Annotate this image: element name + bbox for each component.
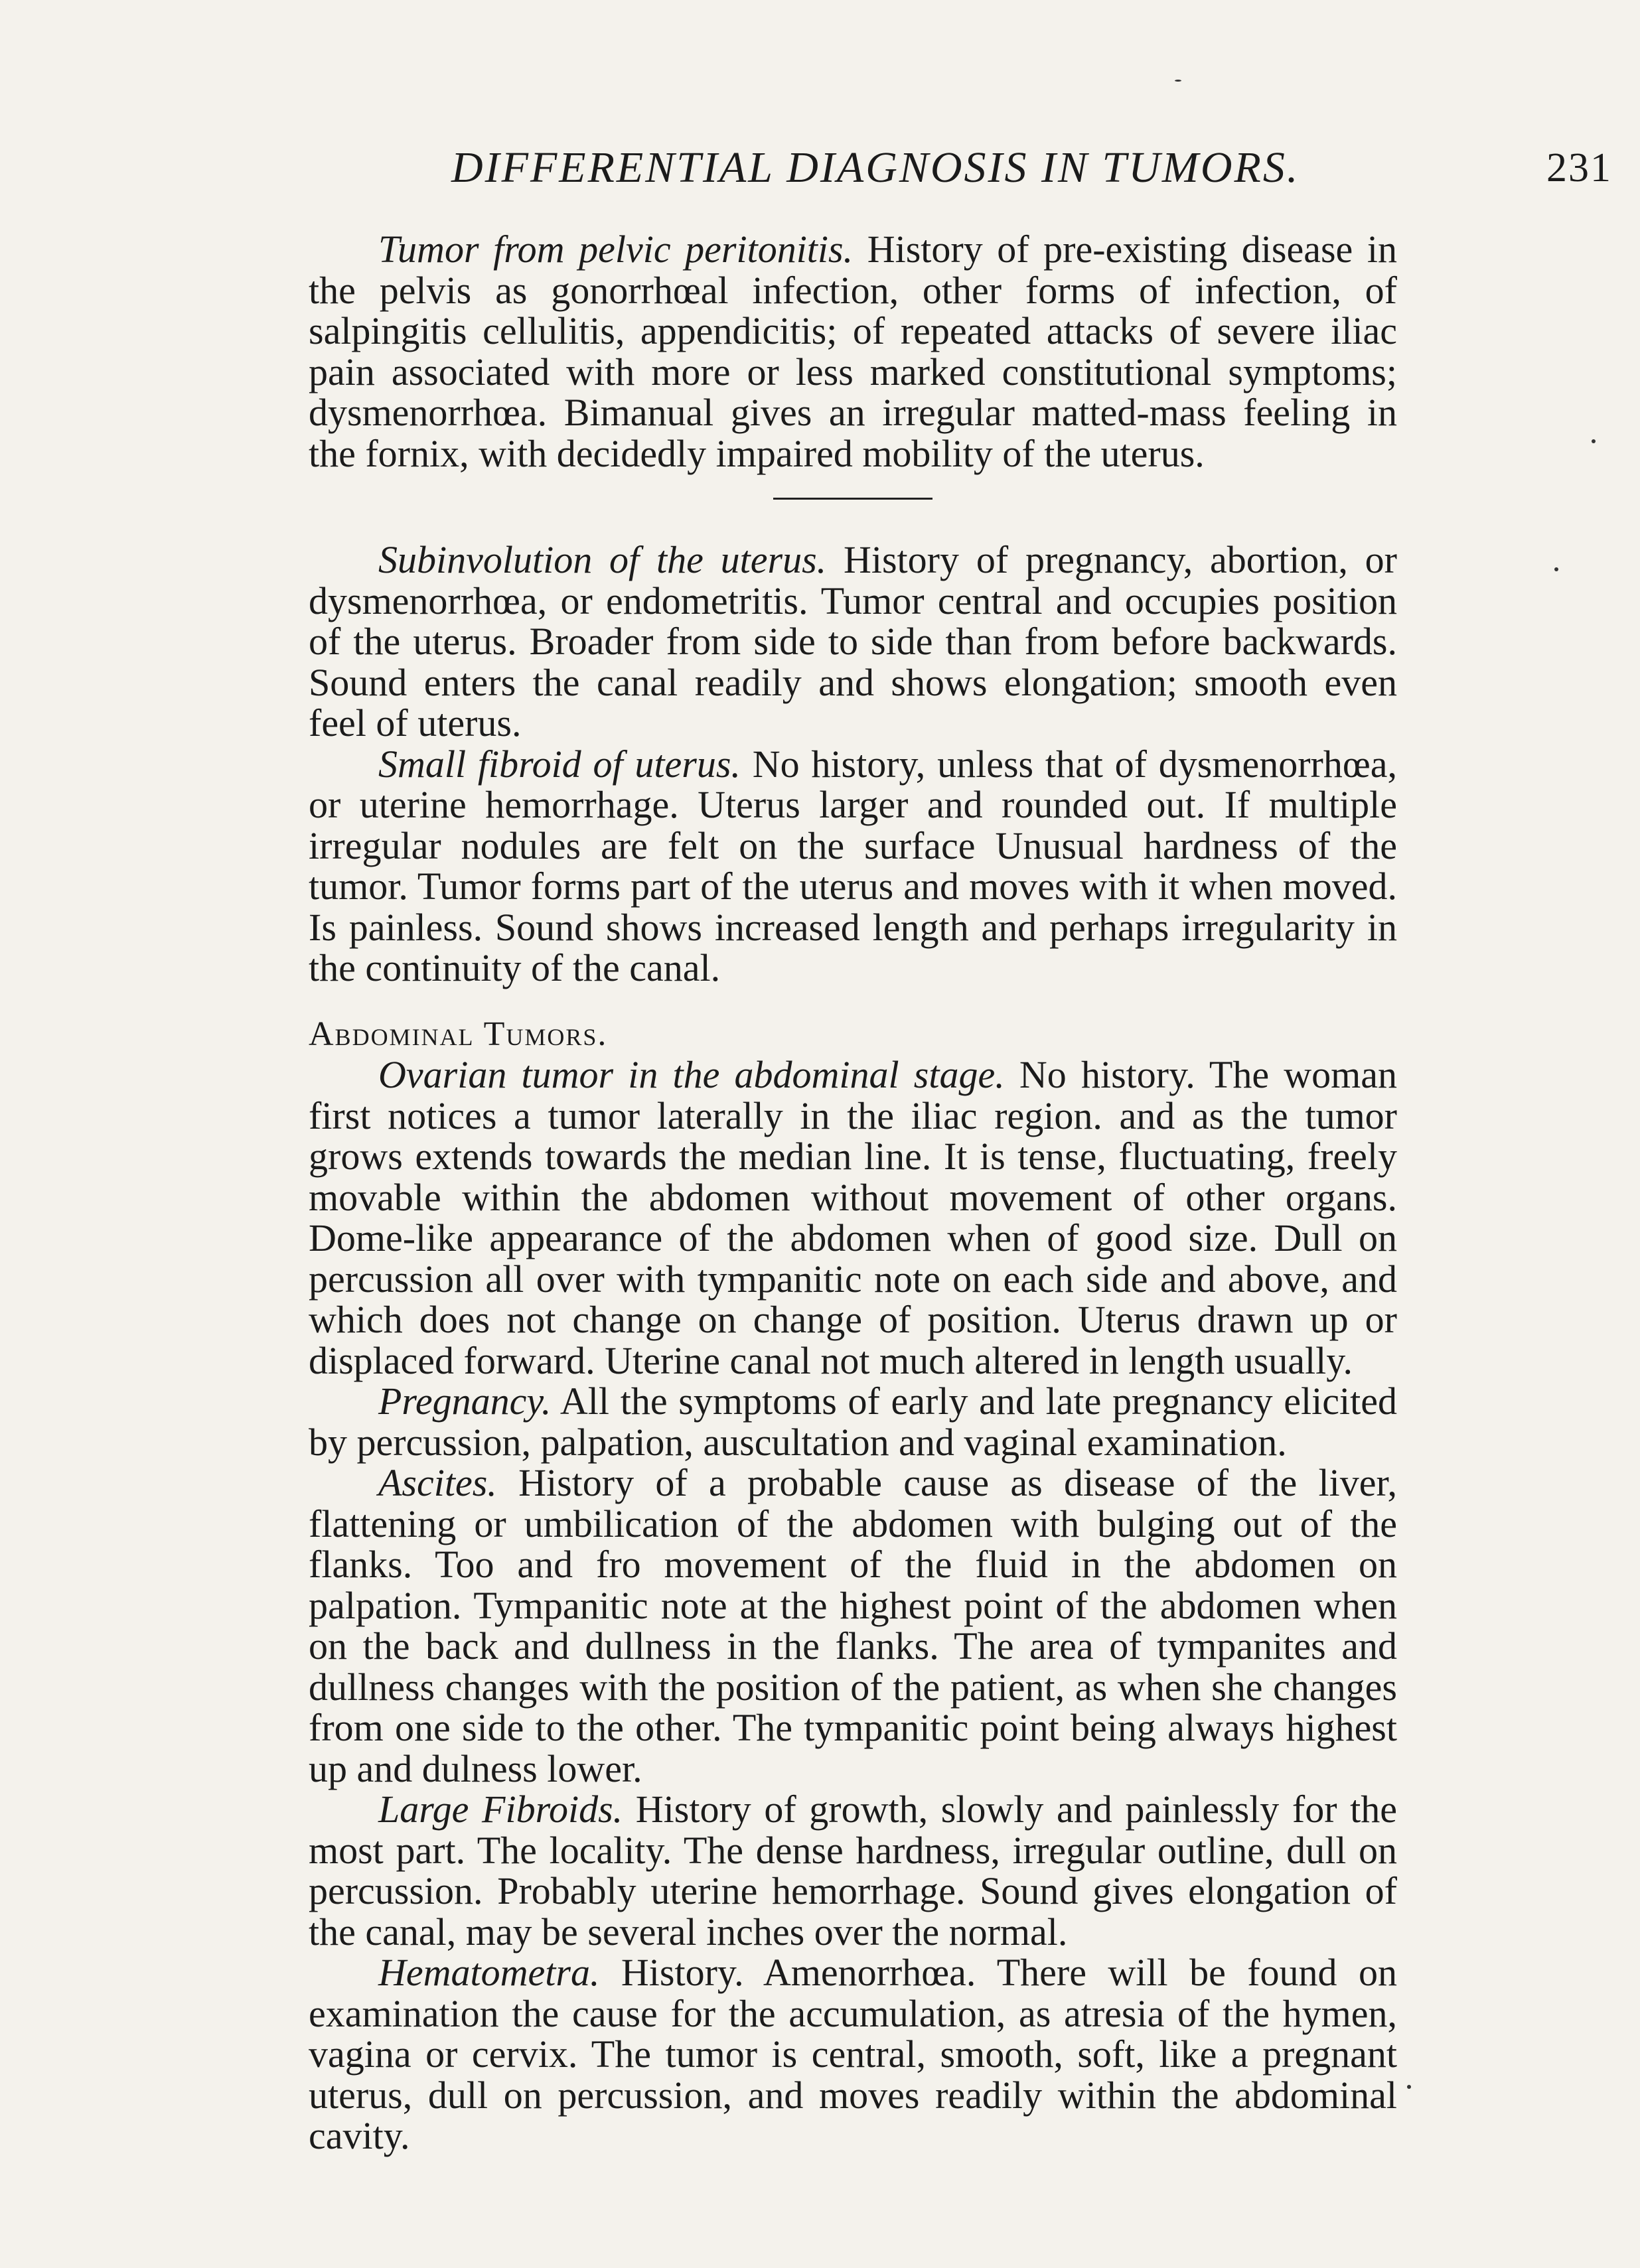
spacer (309, 989, 1397, 1014)
paragraph-pelvic-peritonitis (309, 229, 1397, 474)
paragraph-hematometra (309, 1952, 1397, 2157)
term-hematometra: Hematometra. (378, 1951, 600, 1994)
paragraph-pregnancy (309, 1381, 1397, 1462)
text-hematometra: History. Amenorrhœa. There will be found on examination the cause for the accumulation, as atresia of the hymen, vagina or cervix. The tumor is central, smooth, soft, like a pregnant uterus, dull on percussion, and moves readily within the abdominal cavity. (309, 1951, 1397, 2157)
text-large-fibroids: History of growth, slowly and painlessly for the most part. The locality. The dense hardness, irregular outline, dull on percussion. Probably uterine hemorrhage. Sound gives elongation of the canal, may be several inches over the normal. (309, 1788, 1397, 1953)
term-small-fibroid: Small fibroid of uterus. (378, 742, 741, 786)
paragraph-ascites (309, 1462, 1397, 1789)
paragraph-small-fibroid (309, 744, 1397, 989)
text-small-fibroid: No history, unless that of dysmenorrhœa, or uterine hemorrhage. Uterus larger and rounded out. If multiple irregular nodules are felt on the surface Unusual hardness of the tumor. Tumor forms part of the uterus and moves with it when moved. Is painless. Sound shows increased length and perhaps irregularity in the continuity of the canal. (309, 742, 1397, 989)
text-pelvic-peritonitis: History of pre-existing disease in the pelvis as gonorrhœal infection, other forms of infection, of salpingitis cellulitis, appendicitis; of repeated attacks of severe iliac pain associated with more or less marked constitutional symptoms; dysmenorrhœa. Bimanual gives an irregular matted-mass feeling in the fornix, with decidedly impaired mobility of the uterus. (309, 228, 1397, 475)
page-number: 231 (1546, 145, 1612, 190)
scan-speck (1592, 439, 1596, 443)
text-ascites: History of a probable cause as disease of the liver, flattening or umbilication of the abdomen with bulging out of the flanks. Too and fro movement of the fluid in the abdomen on palpation. Tympanitic note at the highest point of the abdomen when on the back and dullness in the flanks. The area of tympanites and dullness changes with the position of the patient, as when she changes from one side to the other. The tympanitic point being always highest up and dulness lower. (309, 1461, 1397, 1790)
text-subinvolution: History of pregnancy, abortion, or dysmenorrhœa, or endometritis. Tumor central and occupies position of the uterus. Broader from side to side than from before backwards. Sound enters the canal readily and shows elongation; smooth even feel of uterus. (309, 538, 1397, 744)
scan-speck (1554, 567, 1558, 571)
term-pregnancy: Pregnancy. (378, 1380, 552, 1423)
text-pregnancy: All the symptoms of early and late pregnancy elicited by percussion, palpation, auscultation and vaginal examination. (309, 1380, 1397, 1464)
term-pelvic-peritonitis: Tumor from pelvic peritonitis. (378, 228, 854, 271)
term-large-fibroids: Large Fibroids. (378, 1788, 623, 1831)
scan-speck (1175, 80, 1181, 82)
term-subinvolution: Subinvolution of the uterus. (378, 538, 827, 581)
term-ascites: Ascites. (378, 1461, 497, 1504)
paragraph-subinvolution (309, 539, 1397, 744)
section-divider (773, 498, 932, 500)
section-heading-abdominal-tumors: Abdominal Tumors. (309, 1015, 608, 1053)
running-title: DIFFERENTIAL DIAGNOSIS IN TUMORS. (451, 143, 1300, 192)
body-text (309, 229, 1397, 2157)
paragraph-large-fibroids (309, 1789, 1397, 1952)
term-ovarian-tumor: Ovarian tumor in the abdominal stage. (378, 1053, 1005, 1096)
text-ovarian-tumor: No history. The woman first notices a tumor laterally in the iliac region. and as the tumor grows extends towards the median line. It is tense, fluctuating, freely movable within the abdomen without movement of other organs. Dome-like appearance of the abdomen when of good size. Dull on percussion all over with tympanitic note on each side and above, and which does not change on change of position. Uterus drawn up or displaced forward. Uterine canal not much altered in length usually. (309, 1053, 1397, 1382)
paragraph-ovarian-tumor (309, 1054, 1397, 1381)
scan-speck (1407, 2085, 1411, 2089)
